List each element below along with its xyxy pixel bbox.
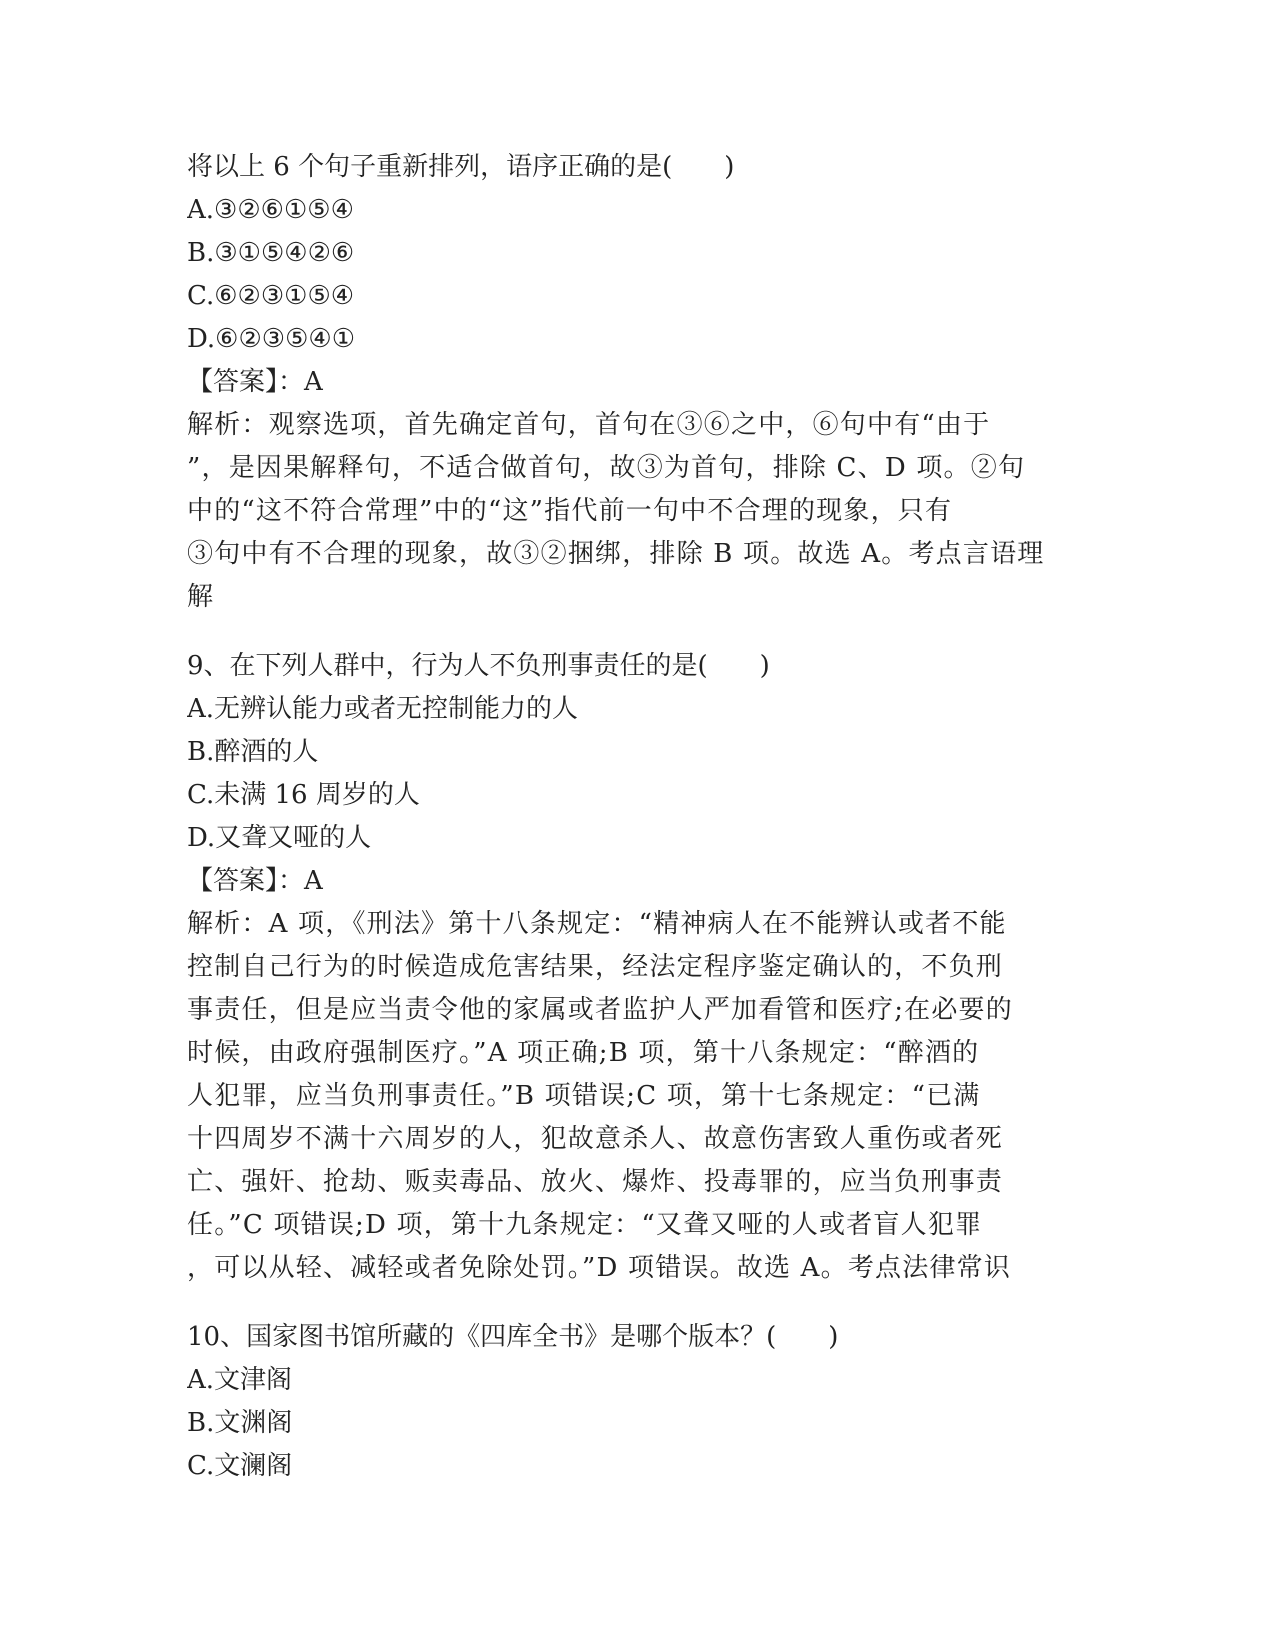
analysis bbox=[187, 903, 1087, 1290]
question-10 bbox=[187, 1316, 1087, 1488]
option-b: B.文渊阁 bbox=[187, 1408, 293, 1438]
analysis-line: ，可以从轻、减轻或者免除处罚。”D 项错误。故选 A。考点法律常识 bbox=[187, 1253, 1012, 1283]
option-a: A.③②⑥①⑤④ bbox=[187, 195, 354, 225]
analysis-line: ”，是因果解释句，不适合做首句，故③为首句，排除 C、D 项。②句 bbox=[187, 453, 1026, 483]
option-b: B.醉酒的人 bbox=[187, 737, 319, 767]
answer-line: 【答案】：A bbox=[187, 866, 323, 896]
question-spacer bbox=[187, 619, 1087, 645]
option-c: C.文澜阁 bbox=[187, 1451, 293, 1481]
option-a: A.文津阁 bbox=[187, 1365, 293, 1395]
analysis-line: 任。”C 项错误;D 项，第十九条规定：“又聋又哑的人或者盲人犯罪 bbox=[187, 1210, 983, 1240]
analysis-line: 十四周岁不满十六周岁的人，犯故意杀人、故意伤害致人重伤或者死 bbox=[187, 1124, 1004, 1154]
answer-line: 【答案】：A bbox=[187, 367, 323, 397]
analysis-line: 人犯罪，应当负刑事责任。”B 项错误;C 项，第十七条规定：“已满 bbox=[187, 1081, 981, 1111]
analysis-line: 控制自己行为的时候造成危害结果，经法定程序鉴定确认的，不负刑 bbox=[187, 952, 1004, 982]
analysis-line: 解析：A 项，《刑法》第十八条规定：“精神病人在不能辨认或者不能 bbox=[187, 909, 1007, 939]
question-stem: 9、在下列人群中，行为人不负刑事责任的是( ) bbox=[187, 651, 770, 681]
question-spacer bbox=[187, 1290, 1087, 1316]
option-a: A.无辨认能力或者无控制能力的人 bbox=[187, 694, 579, 724]
document-body bbox=[187, 146, 1087, 1488]
option-d: D.又聋又哑的人 bbox=[187, 823, 372, 853]
question-stem: 将以上 6 个句子重新排列，语序正确的是( ) bbox=[187, 152, 735, 182]
analysis-line: 中的“这不符合常理”中的“这”指代前一句中不合理的现象，只有 bbox=[187, 496, 953, 526]
option-d: D.⑥②③⑤④① bbox=[187, 324, 356, 354]
option-c: C.⑥②③①⑤④ bbox=[187, 281, 355, 311]
question-stem: 10、国家图书馆所藏的《四库全书》是哪个版本？( ) bbox=[187, 1322, 839, 1352]
analysis bbox=[187, 404, 1087, 619]
analysis-line: 解 bbox=[187, 582, 215, 612]
analysis-line: 解析：观察选项，首先确定首句，首句在③⑥之中，⑥句中有“由于 bbox=[187, 410, 991, 440]
analysis-line: 事责任，但是应当责令他的家属或者监护人严加看管和医疗;在必要的 bbox=[187, 995, 1013, 1025]
option-b: B.③①⑤④②⑥ bbox=[187, 238, 355, 268]
analysis-line: 时候，由政府强制医疗。”A 项正确;B 项，第十八条规定：“醉酒的 bbox=[187, 1038, 980, 1068]
analysis-line: 亡、强奸、抢劫、贩卖毒品、放火、爆炸、投毒罪的，应当负刑事责 bbox=[187, 1167, 1004, 1197]
question-9 bbox=[187, 645, 1087, 1290]
analysis-line: ③句中有不合理的现象，故③②捆绑，排除 B 项。故选 A。考点言语理 bbox=[187, 539, 1045, 569]
question-8 bbox=[187, 146, 1087, 619]
option-c: C.未满 16 周岁的人 bbox=[187, 780, 420, 810]
